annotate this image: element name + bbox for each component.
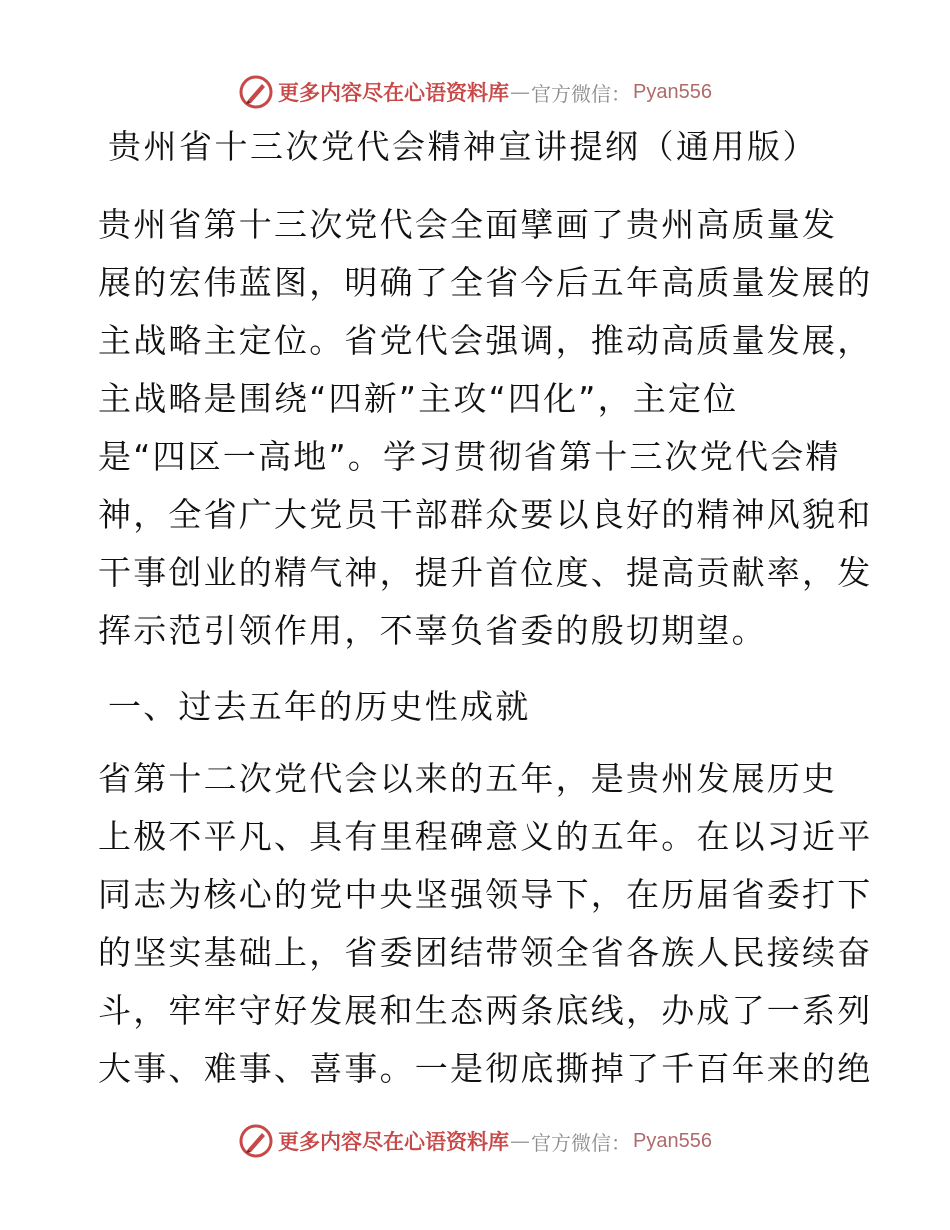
paragraph-line: 同志为核心的党中央坚强领导下，在历届省委打下 [98,875,873,914]
paragraph-line: 主战略主定位。省党代会强调，推动高质量发展， [98,321,873,360]
paragraph-line: 贵州省第十三次党代会全面擘画了贵州高质量发 [98,205,838,244]
paragraph-line: 大事、难事、喜事。一是彻底撕掉了千百年来的绝 [98,1049,873,1088]
paragraph-line: 斗，牢牢守好发展和生态两条底线，办成了一系列 [98,991,873,1030]
paragraph-line: 干事创业的精气神，提升首位度、提高贡献率，发 [98,553,873,592]
pen-logo-icon [238,74,274,110]
paragraph-line: 主战略是围绕“四新”主攻“四化”，主定位 [98,379,739,418]
watermark-gray-text: 官方微信： [531,81,632,106]
section-heading: 一、过去五年的历史性成就 [108,687,531,726]
paragraph-line: 是“四区一高地”。学习贯彻省第十三次党代会精 [98,437,841,476]
watermark-id: Pyan556 [633,80,712,103]
paragraph-line: 展的宏伟蓝图，明确了全省今后五年高质量发展的 [98,263,873,302]
paragraph-line: 神，全省广大党员干部群众要以良好的精神风貌和 [98,495,873,534]
footer-watermark [0,1121,950,1161]
header-watermark [0,72,950,112]
watermark-dash: — [510,1129,531,1153]
watermark-dash: — [510,80,531,104]
pen-logo-icon [238,1123,274,1159]
watermark-gray-text: 官方微信： [531,1130,632,1155]
paragraph-line: 省第十二次党代会以来的五年，是贵州发展历史 [98,759,838,798]
paragraph-line: 的坚实基础上，省委团结带领全省各族人民接续奋 [98,933,873,972]
achievements-paragraph [98,750,873,1098]
watermark-red-text: 更多内容尽在心语资料库 [278,80,510,105]
watermark-red-text: 更多内容尽在心语资料库 [278,1129,510,1154]
watermark-id: Pyan556 [633,1129,712,1152]
paragraph-line: 挥示范引领作用，不辜负省委的殷切期望。 [98,611,767,650]
document-title: 贵州省十三次党代会精神宣讲提纲（通用版） [108,127,818,166]
paragraph-line: 上极不平凡、具有里程碑意义的五年。在以习近平 [98,817,873,856]
intro-paragraph [98,196,873,660]
